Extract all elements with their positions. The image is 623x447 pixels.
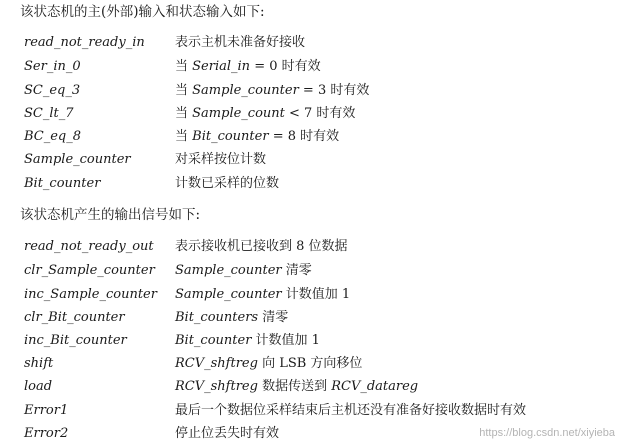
desc-segment: 计数已采样的位数 bbox=[175, 176, 280, 191]
output-row-shift bbox=[24, 354, 623, 374]
desc-segment-italic: Sample_counter bbox=[175, 287, 282, 302]
desc-segment: 对采样按位计数 bbox=[175, 152, 267, 167]
input-row-bc-eq-8 bbox=[24, 127, 623, 147]
signal-name: Ser_in_0 bbox=[24, 59, 81, 74]
desc-segment: = 0 时有效 bbox=[250, 59, 321, 74]
signal-name: BC_eq_8 bbox=[24, 129, 82, 144]
input-row-bit-counter bbox=[24, 174, 623, 194]
output-row-clr-bit-counter bbox=[24, 308, 623, 328]
signal-description bbox=[175, 57, 321, 77]
desc-segment: 计数值加 1 bbox=[281, 287, 351, 302]
desc-segment-italic: Sample_counter bbox=[175, 263, 282, 278]
desc-segment: = 8 时有效 bbox=[268, 129, 340, 144]
desc-segment: = 3 时有效 bbox=[298, 83, 370, 98]
signal-name: read_not_ready_in bbox=[24, 35, 145, 50]
signal-description bbox=[175, 261, 312, 281]
desc-segment: 停止位丢失时有效 bbox=[175, 426, 280, 441]
signal-name: shift bbox=[24, 356, 54, 371]
desc-segment-italic: Bit_counters bbox=[175, 310, 259, 325]
output-row-inc-bit-counter bbox=[24, 331, 623, 351]
desc-segment: 当 bbox=[175, 83, 193, 98]
desc-segment: 数据传送到 bbox=[257, 379, 332, 394]
input-row-read-not-ready-in bbox=[24, 33, 623, 53]
signal-name: Error2 bbox=[24, 426, 69, 441]
signal-description bbox=[175, 174, 279, 194]
signal-description bbox=[175, 127, 339, 147]
outputs-heading: 该状态机产生的输出信号如下: bbox=[20, 207, 201, 223]
signal-name: inc_Sample_counter bbox=[24, 287, 157, 302]
signal-description bbox=[175, 285, 350, 305]
signal-name: clr_Sample_counter bbox=[24, 263, 155, 278]
signal-description bbox=[175, 424, 279, 444]
desc-segment-italic: Sample_counter bbox=[192, 83, 299, 98]
desc-segment-italic: Bit_counter bbox=[175, 333, 252, 348]
signal-description bbox=[175, 33, 305, 53]
output-row-load bbox=[24, 377, 623, 397]
desc-segment: 清零 bbox=[281, 263, 312, 278]
desc-segment-italic: RCV_shftreg bbox=[175, 356, 258, 371]
signal-description bbox=[175, 331, 320, 351]
signal-name: SC_lt_7 bbox=[24, 106, 74, 121]
watermark: https://blog.csdn.net/xiyieba bbox=[479, 427, 615, 439]
desc-segment: 表示接收机已接收到 8 位数据 bbox=[175, 239, 348, 254]
output-row-error1 bbox=[24, 401, 623, 421]
signal-description bbox=[175, 150, 266, 170]
signal-description bbox=[175, 401, 526, 421]
input-row-sample-counter bbox=[24, 150, 623, 170]
desc-segment: 表示主机未准备好接收 bbox=[175, 35, 306, 50]
signal-name: SC_eq_3 bbox=[24, 83, 81, 98]
desc-segment: 向 LSB 方向移位 bbox=[257, 356, 363, 371]
signal-description bbox=[175, 104, 355, 124]
desc-segment-italic: Serial_in bbox=[192, 59, 251, 74]
desc-segment: 当 bbox=[175, 129, 193, 144]
input-row-sc-eq-3 bbox=[24, 81, 623, 101]
input-row-ser-in-0 bbox=[24, 57, 623, 77]
output-row-read-not-ready-out bbox=[24, 237, 623, 257]
inputs-heading: 该状态机的主(外部)输入和状态输入如下: bbox=[20, 4, 265, 20]
desc-segment: 最后一个数据位采样结束后主机还没有准备好接收数据时有效 bbox=[175, 403, 527, 418]
desc-segment: 清零 bbox=[258, 310, 289, 325]
signal-description bbox=[175, 308, 288, 328]
signal-name: load bbox=[24, 379, 53, 394]
signal-description bbox=[175, 377, 418, 397]
input-row-sc-lt-7 bbox=[24, 104, 623, 124]
desc-segment-italic: Sample_count bbox=[192, 106, 285, 121]
output-row-inc-sample-counter bbox=[24, 285, 623, 305]
signal-name: read_not_ready_out bbox=[24, 239, 154, 254]
signal-name: inc_Bit_counter bbox=[24, 333, 127, 348]
signal-name: Bit_counter bbox=[24, 176, 101, 191]
signal-description bbox=[175, 237, 348, 257]
desc-segment: 当 bbox=[175, 59, 193, 74]
output-row-clr-sample-counter bbox=[24, 261, 623, 281]
desc-segment-italic: Bit_counter bbox=[192, 129, 269, 144]
desc-segment-italic: RCV_shftreg bbox=[175, 379, 258, 394]
signal-name: Error1 bbox=[24, 403, 69, 418]
signal-name: clr_Bit_counter bbox=[24, 310, 125, 325]
desc-segment-italic: RCV_datareg bbox=[331, 379, 419, 394]
desc-segment: < 7 时有效 bbox=[284, 106, 356, 121]
signal-description bbox=[175, 354, 362, 374]
desc-segment: 计数值加 1 bbox=[251, 333, 320, 348]
desc-segment: 当 bbox=[175, 106, 193, 121]
signal-name: Sample_counter bbox=[24, 152, 131, 167]
signal-description bbox=[175, 81, 369, 101]
